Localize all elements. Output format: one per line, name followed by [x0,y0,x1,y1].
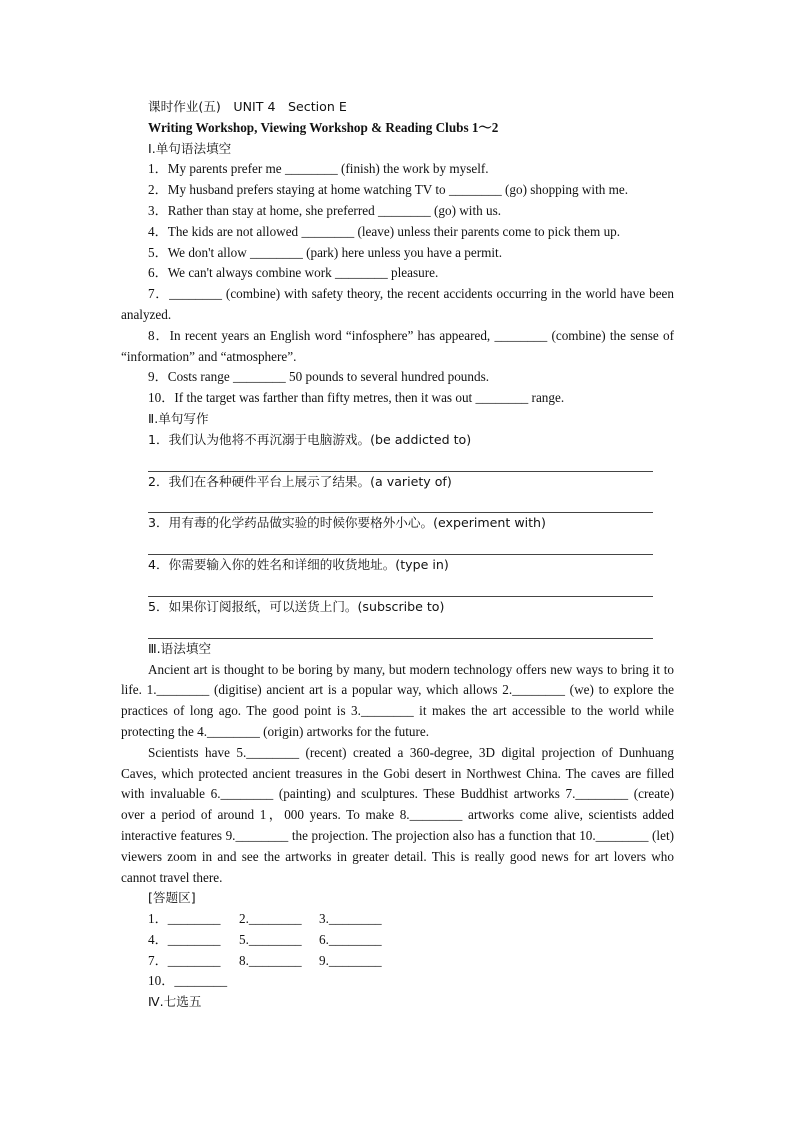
answer-blank[interactable]: 3.________ [319,911,382,927]
answer-blank[interactable]: 5.________ [239,931,302,947]
answer-row [121,930,674,951]
list-item: 7．________ (combine) with safety theory, the recent accidents occurring in the world have been analyzed. [121,286,674,322]
section4-heading: Ⅳ.七选五 [148,994,202,1010]
answer-blank[interactable]: 9.________ [319,952,382,968]
list-item: 5．如果你订阅报纸，可以送货上门。(subscribe to) [148,598,445,614]
answer-blank[interactable]: 4．________ [148,931,221,947]
answer-line[interactable] [148,534,653,555]
answer-line[interactable] [148,618,653,639]
answer-blank[interactable]: 2.________ [239,911,302,927]
passage-paragraph: Scientists have 5.________ (recent) created a 360-degree, 3D digital projection of Dunhuang Caves, which protected ancient treasures in the Gobi desert in Northwest China. The caves are filled with invaluable 6.________ (painting) and sculptures. These Buddhist artworks 7.________ (create) over a period of around 1，000 years. To make 8.________ artworks come alive, scientists added interactive features 9.________ the projection. The projection also has a function that 10.________ (let) viewers zoom in and see the artworks in greater detail. This is really good news for art lovers who cannot travel there. [121,744,674,885]
list-item: 3．Rather than stay at home, she preferred ________ (go) with us. [148,202,502,218]
section3-heading: Ⅲ.语法填空 [148,640,212,656]
list-item: 4．The kids are not allowed ________ (leave) unless their parents come to pick them up. [148,223,621,239]
answer-line[interactable] [148,451,653,472]
answer-line[interactable] [148,492,653,513]
worksheet-page [121,97,674,1013]
answer-blank[interactable]: 8.________ [239,952,302,968]
list-item: 3．用有毒的化学药品做实验的时候你要格外小心。(experiment with) [148,515,546,531]
answer-row [121,971,674,992]
list-item: 4．你需要输入你的姓名和详细的收货地址。(type in) [148,557,449,573]
answer-blank[interactable]: 1．________ [148,911,221,927]
section1-list [121,159,674,409]
list-item: 8．In recent years an English word “infosphere” has appeared, ________ (combine) the sense of “information” and “atmosphere”. [121,327,674,364]
list-item: 1．My parents prefer me ________ (finish) the work by myself. [148,161,489,177]
list-item: 2．我们在各种硬件平台上展示了结果。(a variety of) [148,473,452,489]
list-item: 1．我们认为他将不再沉溺于电脑游戏。(be addicted to) [148,431,472,447]
list-item: 6．We can't always combine work ________ pleasure. [148,265,439,281]
passage-paragraph: Ancient art is thought to be boring by many, but modern technology offers new ways to bring it to life. 1.________ (digitise) ancient art is a popular way, which allows 2.________ (we) to explore the practices of long ago. The good point is 3.________ it makes the art accessible to the world while protecting the 4.________ (origin) artworks for the future. [121,661,674,739]
section1-heading: Ⅰ.单句语法填空 [148,140,232,156]
page-subtitle: Writing Workshop, Viewing Workshop & Reading Clubs 1～2 [148,119,499,135]
page-title [121,97,674,118]
answer-blank[interactable]: 6.________ [319,931,382,947]
section2-list [121,430,674,639]
title-line: 课时作业(五) UNIT 4 Section E [148,99,347,114]
answer-row [121,951,674,972]
answer-row [121,909,674,930]
list-item: 2．My husband prefers staying at home watching TV to ________ (go) shopping with me. [148,182,629,198]
list-item: 5．We don't allow ________ (park) here unless you have a permit. [148,244,502,260]
answer-blank[interactable]: 7．________ [148,952,221,968]
answer-area [121,909,674,992]
list-item: 10．If the target was farther than fifty metres, then it was out ________ range. [148,390,565,406]
answer-blank[interactable]: 10．________ [148,973,228,989]
answer-line[interactable] [148,576,653,597]
answer-area-label: [答题区] [148,890,196,906]
list-item: 9．Costs range ________ 50 pounds to several hundred pounds. [148,369,490,385]
section2-heading: Ⅱ.单句写作 [148,410,209,426]
